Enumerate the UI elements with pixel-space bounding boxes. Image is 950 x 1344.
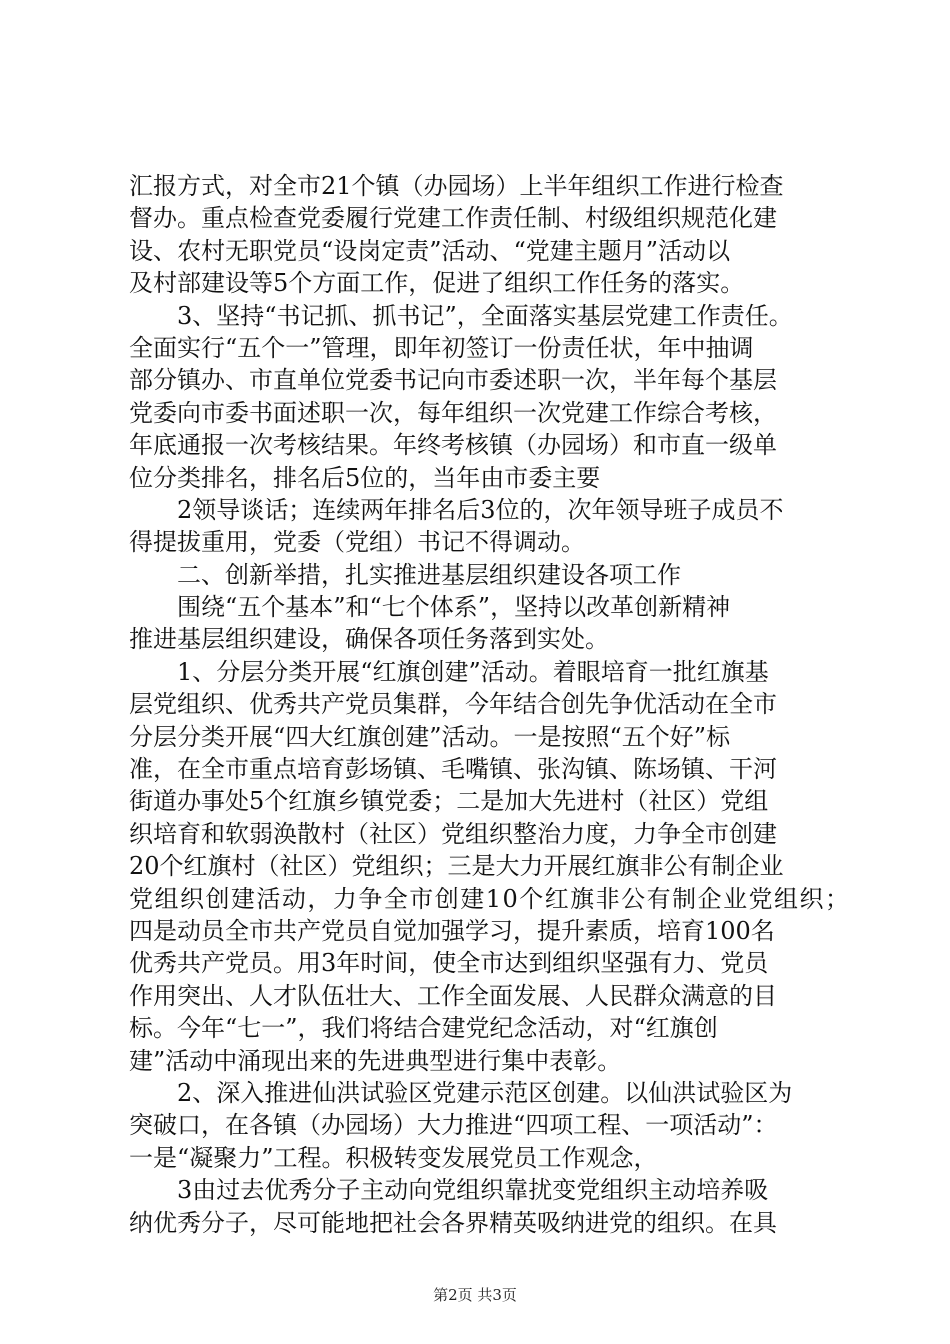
text-line: 汇报方式，对全市21个镇（办园场）上半年组织工作进行检查 bbox=[129, 172, 784, 200]
text-line: 标。今年“七一”，我们将结合建党纪念活动，对“红旗创 bbox=[129, 1014, 718, 1043]
text-line: 四是动员全市共产党员自觉加强学习，提升素质，培育100名 bbox=[129, 916, 775, 945]
text-line: 作用突出、人才队伍壮大、工作全面发展、人民群众满意的目 bbox=[129, 981, 777, 1010]
text-line: 突破口，在各镇（办园场）大力推进“四项工程、一项活动”： bbox=[129, 1111, 778, 1140]
text-line: 层党组织、优秀共产党员集群，今年结合创先争优活动在全市 bbox=[129, 690, 777, 719]
text-line: 设、农村无职党员“设岗定责”活动、“党建主题月”活动以 bbox=[129, 236, 731, 265]
text-line: 年底通报一次考核结果。年终考核镇（办园场）和市直一级单 bbox=[129, 431, 777, 460]
text-line: 优秀共产党员。用3年时间，使全市达到组织坚强有力、党员 bbox=[129, 949, 769, 978]
text-line: 1、分层分类开展“红旗创建”活动。着眼培育一批红旗基 bbox=[129, 657, 769, 686]
text-line: 围绕“五个基本”和“七个体系”，坚持以改革创新精神 bbox=[129, 593, 731, 622]
text-line: 部分镇办、市直单位党委书记向市委述职一次，半年每个基层 bbox=[129, 366, 777, 395]
text-line: 3、坚持“书记抓、抓书记”，全面落实基层党建工作责任。 bbox=[129, 301, 793, 330]
text-line: 建”活动中涌现出来的先进典型进行集中表彰。 bbox=[129, 1046, 622, 1075]
text-line: 得提拔重用，党委（党组）书记不得调动。 bbox=[129, 528, 585, 557]
text-line: 位分类排名，排名后5位的，当年由市委主要 bbox=[129, 463, 601, 492]
text-line: 二、创新举措，扎实推进基层组织建设各项工作 bbox=[129, 560, 681, 589]
text-line: 20个红旗村（社区）党组织；三是大力开展红旗非公有制企业 bbox=[129, 852, 784, 881]
body-text bbox=[129, 170, 849, 1239]
text-line: 及村部建设等5个方面工作，促进了组织工作任务的落实。 bbox=[129, 269, 745, 298]
text-line: 2、深入推进仙洪试验区党建示范区创建。以仙洪试验区为 bbox=[129, 1078, 793, 1107]
text-line: 全面实行“五个一”管理，即年初签订一份责任状，年中抽调 bbox=[129, 333, 754, 362]
text-line: 分层分类开展“四大红旗创建”活动。一是按照“五个好”标 bbox=[129, 722, 731, 751]
text-line: 党委向市委书面述职一次，每年组织一次党建工作综合考核， bbox=[129, 398, 777, 427]
text-line: 推进基层组织建设，确保各项任务落到实处。 bbox=[129, 625, 609, 654]
text-line: 党组织创建活动，力争全市创建10个红旗非公有制企业党组织； bbox=[129, 884, 851, 913]
text-line: 准，在全市重点培育彭场镇、毛嘴镇、张沟镇、陈场镇、干河 bbox=[129, 755, 777, 784]
text-line: 纳优秀分子，尽可能地把社会各界精英吸纳进党的组织。在具 bbox=[129, 1208, 777, 1237]
text-line: 一是“凝聚力”工程。积极转变发展党员工作观念， bbox=[129, 1143, 658, 1172]
text-line: 街道办事处5个红旗乡镇党委；二是加大先进村（社区）党组 bbox=[129, 787, 769, 816]
text-line: 督办。重点检查党委履行党建工作责任制、村级组织规范化建 bbox=[129, 204, 777, 233]
page-footer: 第2页 共3页 bbox=[433, 1286, 517, 1304]
text-line: 3由过去优秀分子主动向党组织靠扰变党组织主动培养吸 bbox=[129, 1176, 769, 1205]
text-line: 2领导谈话；连续两年排名后3位的，次年领导班子成员不 bbox=[129, 495, 784, 524]
text-line: 织培育和软弱涣散村（社区）党组织整治力度，力争全市创建 bbox=[129, 819, 777, 848]
